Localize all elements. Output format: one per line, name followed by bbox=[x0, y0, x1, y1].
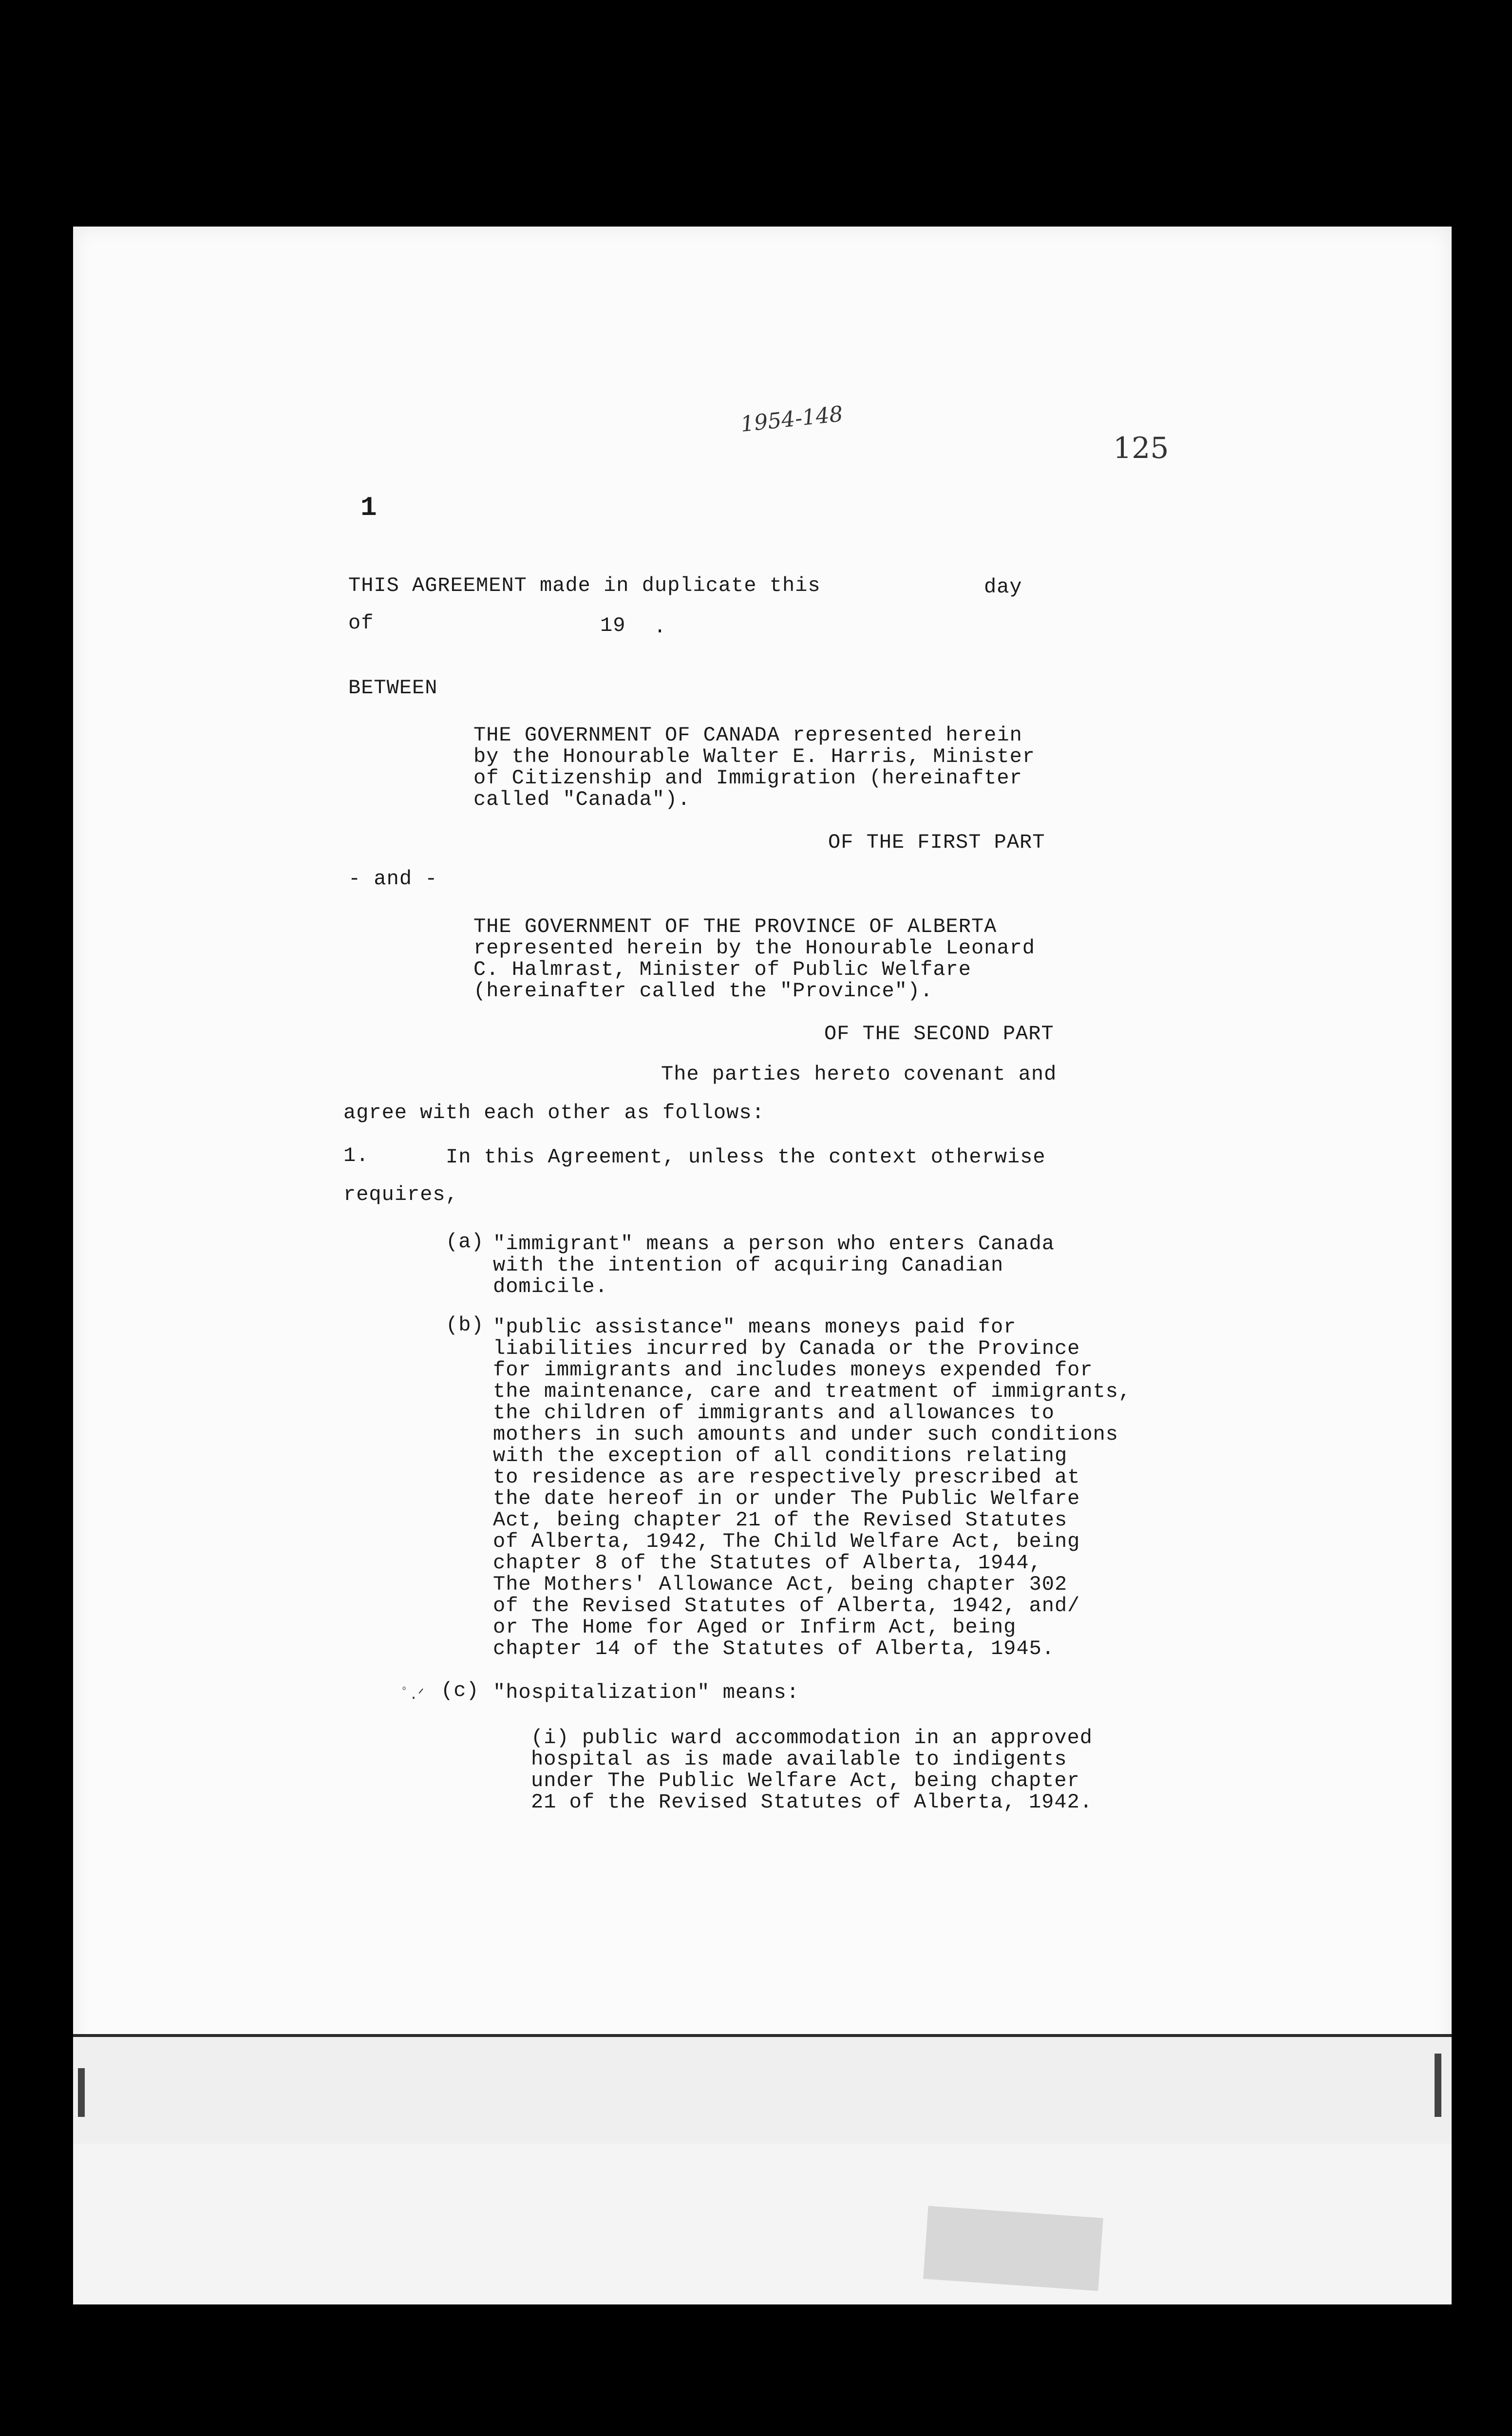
item-b-line: liabilities incurred by Canada or the Province bbox=[493, 1337, 1080, 1360]
handwritten-reference: 1954-148 bbox=[739, 401, 844, 437]
item-a-line: "immigrant" means a person who enters Canada bbox=[493, 1232, 1055, 1256]
fold-band bbox=[73, 2034, 1452, 2147]
item-b-line: of the Revised Statutes of Alberta, 1942, and/ bbox=[493, 1594, 1080, 1618]
lower-sheet bbox=[73, 2144, 1452, 2304]
opening-line: THIS AGREEMENT made in duplicate this bbox=[348, 574, 821, 597]
covenant-line: The parties hereto covenant and bbox=[661, 1063, 1057, 1086]
ink-smudge-mark: ﾟ.ᐟ bbox=[402, 1687, 424, 1704]
item-b-line: the date hereof in or under The Public Welfare bbox=[493, 1487, 1080, 1510]
margin-mark: 1 bbox=[360, 492, 377, 523]
party2-line: (hereinafter called the "Province"). bbox=[473, 979, 933, 1003]
and-separator: - and - bbox=[348, 867, 438, 891]
party1-line: of Citizenship and Immigration (hereinafter bbox=[473, 766, 1022, 790]
first-part-label: OF THE FIRST PART bbox=[828, 831, 1045, 854]
requires-text: requires, bbox=[343, 1183, 458, 1206]
item-c-i-line: under The Public Welfare Act, being chapter bbox=[531, 1769, 1080, 1792]
item-b-line: chapter 14 of the Statutes of Alberta, 1945. bbox=[493, 1637, 1055, 1660]
edge-mark-left bbox=[78, 2068, 85, 2117]
item-b-line: for immigrants and includes moneys expended for bbox=[493, 1358, 1093, 1382]
covenant-line: agree with each other as follows: bbox=[343, 1101, 765, 1124]
item-a-line: domicile. bbox=[493, 1275, 608, 1298]
item-c-i-line: 21 of the Revised Statutes of Alberta, 1942. bbox=[531, 1790, 1093, 1814]
clause-number: 1. bbox=[343, 1144, 369, 1167]
item-b-line: mothers in such amounts and under such conditions bbox=[493, 1423, 1119, 1446]
item-c-i-line: hospital as is made available to indigents bbox=[531, 1748, 1067, 1771]
clause-text: In this Agreement, unless the context otherwise bbox=[446, 1145, 1046, 1169]
item-c-text: "hospitalization" means: bbox=[493, 1681, 799, 1704]
item-b-line: or The Home for Aged or Infirm Act, being bbox=[493, 1616, 1017, 1639]
tape-mark bbox=[923, 2206, 1103, 2291]
item-b-line: Act, being chapter 21 of the Revised Statutes bbox=[493, 1508, 1068, 1532]
second-part-label: OF THE SECOND PART bbox=[824, 1022, 1054, 1046]
between-heading: BETWEEN bbox=[348, 676, 438, 700]
party1-line: by the Honourable Walter E. Harris, Minister bbox=[473, 745, 1035, 768]
opening-dot: . bbox=[654, 615, 667, 639]
party2-line: C. Halmrast, Minister of Public Welfare bbox=[473, 958, 971, 981]
item-b-line: "public assistance" means moneys paid for bbox=[493, 1315, 1017, 1339]
opening-day: day bbox=[984, 575, 1022, 599]
item-b-line: of Alberta, 1942, The Child Welfare Act, being bbox=[493, 1530, 1080, 1553]
item-label: (c) bbox=[441, 1679, 479, 1702]
party1-line: THE GOVERNMENT OF CANADA represented herein bbox=[473, 723, 1022, 747]
party2-line: represented herein by the Honourable Leonard bbox=[473, 936, 1035, 960]
item-b-line: the maintenance, care and treatment of immigrants, bbox=[493, 1380, 1132, 1403]
item-label: (a) bbox=[446, 1230, 484, 1254]
item-b-line: The Mothers' Allowance Act, being chapter 302 bbox=[493, 1573, 1068, 1596]
opening-of: of bbox=[348, 611, 374, 635]
opening-year: 19 bbox=[600, 614, 626, 637]
edge-mark-right bbox=[1435, 2054, 1441, 2117]
page-number: 125 bbox=[1113, 431, 1169, 465]
item-b-line: the children of immigrants and allowances to bbox=[493, 1401, 1055, 1425]
item-b-line: chapter 8 of the Statutes of Alberta, 1944, bbox=[493, 1551, 1042, 1575]
item-c-i-line: (i) public ward accommodation in an approved bbox=[531, 1726, 1093, 1750]
party2-line: THE GOVERNMENT OF THE PROVINCE OF ALBERTA bbox=[473, 915, 997, 938]
item-b-line: with the exception of all conditions relating bbox=[493, 1444, 1068, 1467]
item-b-line: to residence as are respectively prescribed at bbox=[493, 1465, 1080, 1489]
party1-line: called "Canada"). bbox=[473, 788, 691, 811]
item-a-line: with the intention of acquiring Canadian bbox=[493, 1254, 1004, 1277]
item-label: (b) bbox=[446, 1313, 484, 1337]
